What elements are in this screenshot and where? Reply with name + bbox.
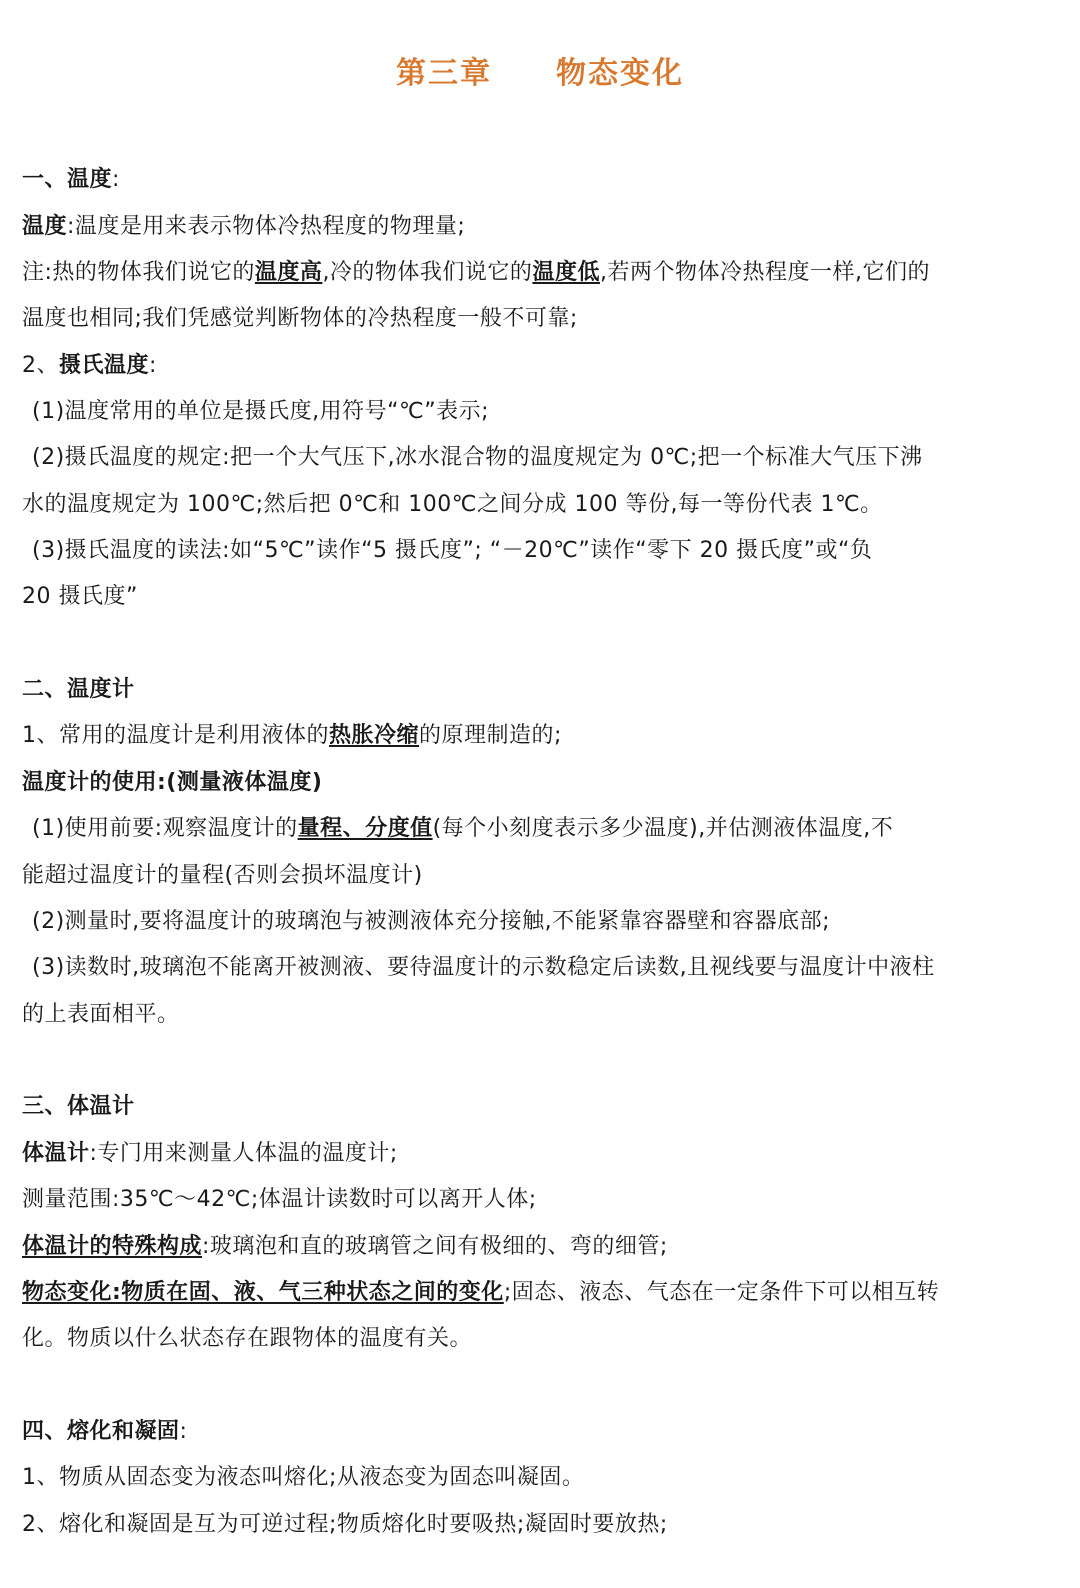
state-change-definition-line-2: 化。物质以什么状态存在跟物体的温度有关。 bbox=[22, 1326, 473, 1351]
thermometer-use-2: (2)测量时,要将温度计的玻璃泡与被测液体充分接触,不能紧靠容器壁和容器底部; bbox=[32, 909, 831, 934]
celsius-point-3-line-1: (3)摄氏温度的读法:如“5℃”读作“5 摄氏度”; “－20℃”读作“零下 20 摄氏度”或“负 bbox=[32, 538, 873, 563]
thermometer-principle: 1、常用的温度计是利用液体的热胀冷缩的原理制造的; bbox=[22, 723, 562, 748]
melting-definition: 1、物质从固态变为液态叫熔化;从液态变为固态叫凝固。 bbox=[22, 1465, 585, 1490]
celsius-point-2-line-2: 水的温度规定为 100℃;然后把 0℃和 100℃之间分成 100 等份,每一等份代表 1℃。 bbox=[22, 492, 883, 517]
state-change-definition-line-1: 物态变化:物质在固、液、气三种状态之间的变化;固态、液态、气态在一定条件下可以相互转 bbox=[22, 1280, 940, 1305]
melting-heat: 2、熔化和凝固是互为可逆过程;物质熔化时要吸热;凝固时要放热; bbox=[22, 1512, 668, 1537]
chapter-name: 物态变化 bbox=[556, 56, 684, 91]
section-3-heading: 三、体温计 bbox=[22, 1094, 135, 1119]
thermometer-use-1-line-1: (1)使用前要:观察温度计的量程、分度值(每个小刻度表示多少温度),并估测液体温度,不 bbox=[32, 816, 894, 841]
clinical-thermometer-range: 测量范围:35℃～42℃;体温计读数时可以离开人体; bbox=[22, 1187, 537, 1212]
celsius-subheading: 2、摄氏温度: bbox=[22, 353, 157, 378]
clinical-thermometer-definition: 体温计:专门用来测量人体温的温度计; bbox=[22, 1141, 398, 1166]
temperature-note-line-1: 注:热的物体我们说它的温度高,冷的物体我们说它的温度低,若两个物体冷热程度一样,它们的 bbox=[22, 260, 930, 285]
section-2-heading: 二、温度计 bbox=[22, 677, 135, 702]
section-1-heading: 一、温度: bbox=[22, 167, 120, 192]
clinical-thermometer-structure: 体温计的特殊构成:玻璃泡和直的玻璃管之间有极细的、弯的细管; bbox=[22, 1234, 668, 1259]
thermometer-use-heading: 温度计的使用:(测量液体温度) bbox=[22, 770, 323, 795]
celsius-point-2-line-1: (2)摄氏温度的规定:把一个大气压下,冰水混合物的温度规定为 0℃;把一个标准大气压下沸 bbox=[32, 445, 923, 470]
thermometer-use-3-line-1: (3)读数时,玻璃泡不能离开被测液、要待温度计的示数稳定后读数,且视线要与温度计中液柱 bbox=[32, 955, 935, 980]
celsius-point-3-line-2: 20 摄氏度” bbox=[22, 584, 138, 609]
thermometer-use-3-line-2: 的上表面相平。 bbox=[22, 1002, 180, 1027]
section-4-heading: 四、熔化和凝固: bbox=[22, 1419, 188, 1444]
temperature-note-line-2: 温度也相同;我们凭感觉判断物体的冷热程度一般不可靠; bbox=[22, 306, 578, 331]
chapter-number: 第三章 bbox=[396, 56, 492, 91]
celsius-point-1: (1)温度常用的单位是摄氏度,用符号“℃”表示; bbox=[32, 399, 490, 424]
page-title bbox=[0, 48, 1080, 92]
thermometer-use-1-line-2: 能超过温度计的量程(否则会损坏温度计) bbox=[22, 863, 423, 888]
temperature-definition: 温度:温度是用来表示物体冷热程度的物理量; bbox=[22, 214, 466, 239]
